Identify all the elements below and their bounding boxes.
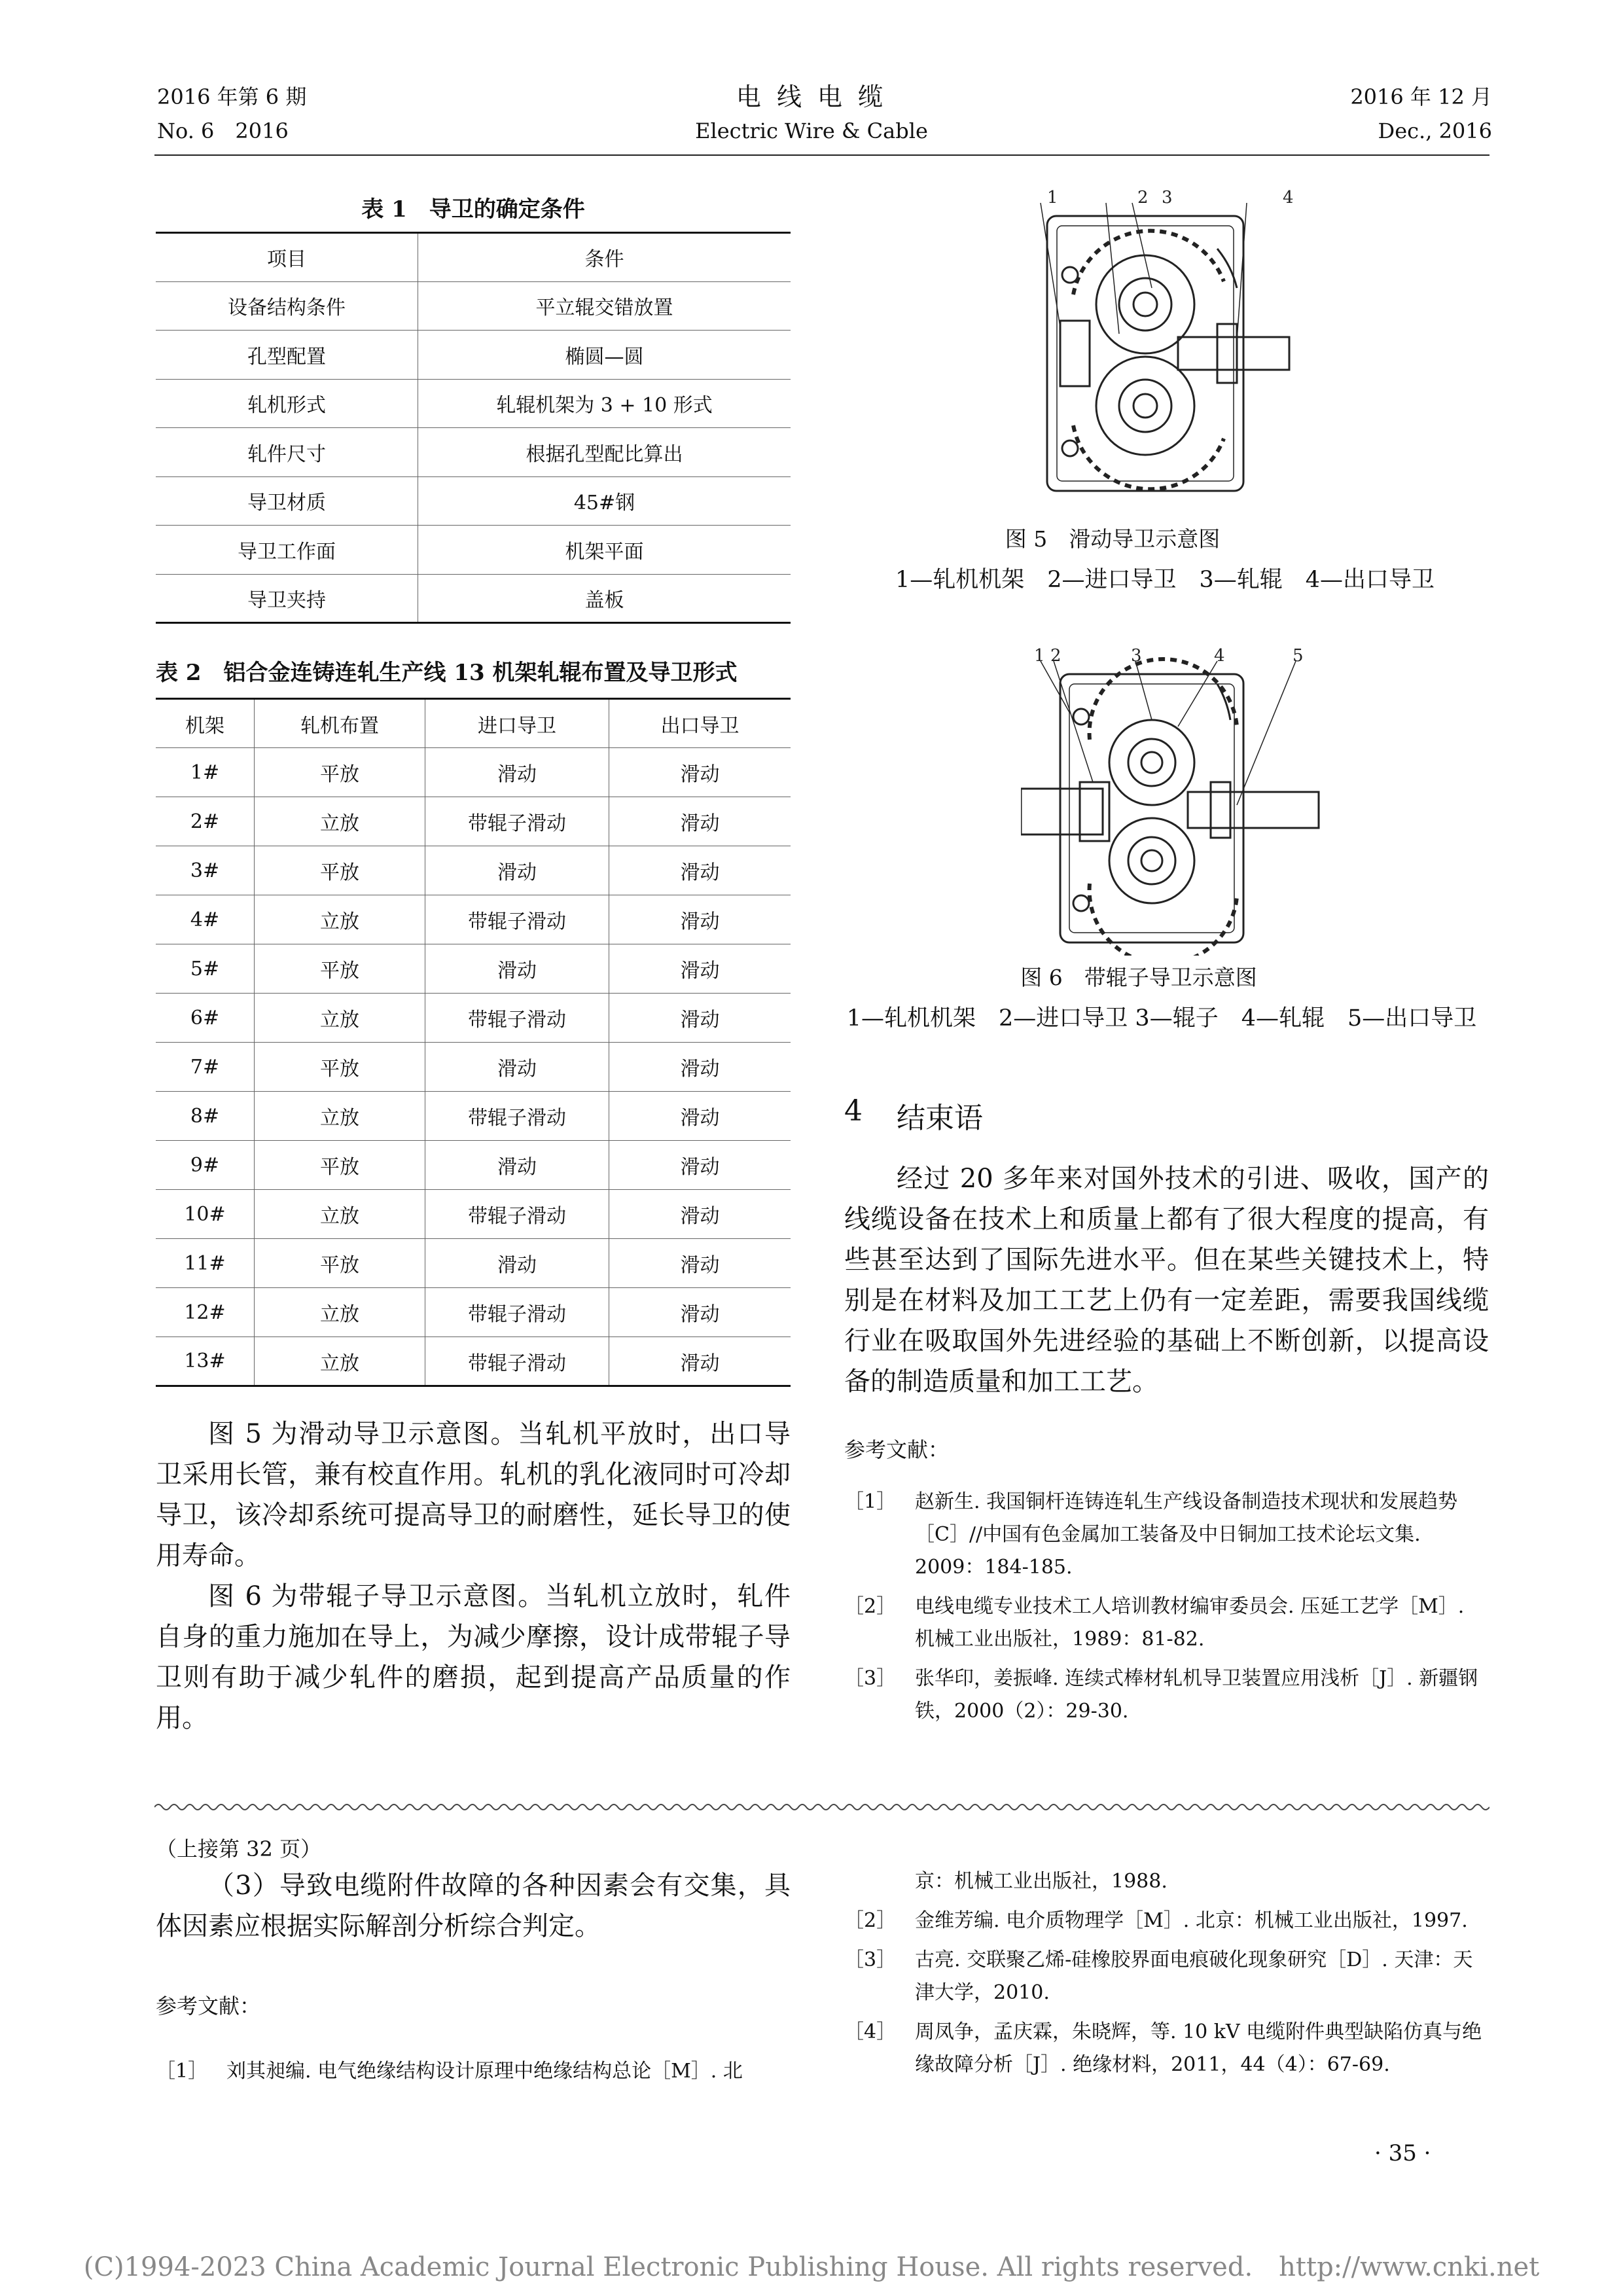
body-paragraph: 图 5 为滑动导卫示意图。当轧机平放时，出口导卫采用长管，兼有校直作用。轧机的乳化液同时可冷却导卫，该冷却系统可提高导卫的耐磨性，延长导卫的使用寿命。 [156,1419,791,1571]
table-cell: 滑动 [425,748,609,797]
table-cell: 立放 [255,1337,425,1386]
reference-item [844,2016,1489,2081]
table-cell: 滑动 [609,1141,791,1190]
table-row [156,526,791,575]
figure6-label: 2 [1050,648,1061,666]
section4-paragraph: 经过 20 多年来对国外技术的引进、吸收，国产的线缆设备在技术上和质量上都有了很大程度的提高，有些甚至达到了国际先进水平。但在某些关键技术上，特别是在材料及加工工艺上仍有一定差距，需要我国线缆行业在吸取国外先进经验的基础上不断创新，以提高设备的制造质量和加工工艺。 [844,1164,1489,1397]
table-cell: 7# [156,1043,255,1092]
figure5-legend: 1—轧机机架 2—进口导卫 3—轧辊 4—出口导卫 [895,567,1435,593]
reference-text: 周凤争，孟庆霖，朱晓辉，等. 10 kV 电缆附件典型缺陷仿真与绝缘故障分析［J］. 绝缘材料，2011，44（4）：67-69. [915,2020,1482,2076]
table-cell: 立放 [255,1092,425,1141]
reference-item [844,1905,1489,1937]
table-cell: 立放 [255,1288,425,1337]
table-cell: 带辊子滑动 [425,1288,609,1337]
page-number: · 35 · [1374,2140,1431,2166]
reference-text: 金维芳编. 电介质物理学［M］. 北京：机械工业出版社，1997. [915,1909,1468,1932]
table-cell: 导卫材质 [156,476,418,526]
table-cell: 滑动 [425,1043,609,1092]
table-cell: 平放 [255,944,425,994]
header-left [157,80,306,148]
table-row [156,379,791,428]
table1-caption: 表 1 导卫的确定条件 [361,196,585,223]
figure6-label: 3 [1131,648,1142,666]
reference-text: 电线电缆专业技术工人培训教材编审委员会. 压延工艺学［M］. 机械工业出版社，1989：81-82. [915,1595,1465,1651]
table-cell: 10# [156,1190,255,1239]
table-cell: 5# [156,944,255,994]
figure6-legend: 1—轧机机架 2—进口导卫 3—辊子 4—轧辊 5—出口导卫 [846,1005,1477,1031]
reference-item [844,1486,1489,1584]
date-en: Dec., 2016 [1378,118,1492,143]
table-cell: 滑动 [609,1239,791,1288]
table-cell: 滑动 [609,994,791,1043]
table-row [156,944,791,994]
table-cell: 轧辊机架为 3 + 10 形式 [418,379,791,428]
table-row [156,748,791,797]
table-cell: 13# [156,1337,255,1386]
table-cell: 设备结构条件 [156,281,418,331]
table-row [156,1190,791,1239]
table-cell: 4# [156,895,255,944]
reference-number: ［4］ [844,2020,897,2043]
table-row [156,1141,791,1190]
wavy-divider [154,1801,1489,1813]
reference-text: 刘其昶编. 电气绝缘结构设计原理中绝缘结构总论［M］. 北 [226,2060,743,2083]
figure6-label: 1 [1034,648,1045,666]
table-row [156,574,791,623]
figure5-diagram [1021,190,1296,504]
table2-header-row [156,699,791,748]
table2-header-cell: 轧机布置 [255,699,425,748]
table-row [156,1043,791,1092]
table-cell: 9# [156,1141,255,1190]
table1 [156,232,791,624]
table-cell: 滑动 [425,1141,609,1190]
reference-item [844,1662,1489,1728]
table-row [156,1337,791,1386]
table-row [156,895,791,944]
table-cell: 带辊子滑动 [425,1092,609,1141]
reference-number: ［1］ [156,2060,208,2083]
table1-header-cell: 项目 [156,233,418,282]
table-row [156,1288,791,1337]
table-row [156,1092,791,1141]
table-cell: 8# [156,1092,255,1141]
reference-item [156,2055,791,2088]
table2-header-cell: 进口导卫 [425,699,609,748]
table-cell: 3# [156,846,255,895]
table-cell: 12# [156,1288,255,1337]
table-cell: 滑动 [609,895,791,944]
table1-header-row [156,233,791,282]
issue-en: No. 6 2016 [157,118,289,143]
reference-item [844,1944,1489,2009]
table-cell: 滑动 [609,748,791,797]
section-number: 4 [844,1094,863,1128]
header-center [681,80,942,148]
table-cell: 1# [156,748,255,797]
table-cell: 平放 [255,748,425,797]
table-cell: 带辊子滑动 [425,1337,609,1386]
reference-number: ［2］ [844,1909,897,1932]
table-row [156,846,791,895]
table2-header-cell: 机架 [156,699,255,748]
table-cell: 机架平面 [418,526,791,575]
header-rule [154,154,1489,156]
table-cell: 滑动 [425,944,609,994]
figure6-caption: 图 6 带辊子导卫示意图 [1020,965,1257,990]
table-cell: 滑动 [609,1190,791,1239]
table2-caption: 表 2 铝合金连铸连轧生产线 13 机架轧辊布置及导卫形式 [156,660,738,686]
continued-paragraph: （3）导致电缆附件故障的各种因素会有交集，具体因素应根据实际解剖分析综合判定。 [156,1871,791,1941]
issue-cn: 2016 年第 6 期 [157,84,307,109]
table-cell: 平立辊交错放置 [418,281,791,331]
table2-header-cell: 出口导卫 [609,699,791,748]
reference-continuation: 京：机械工业出版社，1988. [915,1870,1168,1893]
table-cell: 平放 [255,1141,425,1190]
figure5-label: 4 [1283,190,1294,207]
figure5-label: 2 [1137,190,1149,207]
date-cn: 2016 年 12 月 [1350,84,1492,109]
table-cell: 滑动 [609,846,791,895]
section-title: 结束语 [897,1102,983,1135]
table-cell: 椭圆—圆 [418,331,791,380]
table-cell: 盖板 [418,574,791,623]
table-cell: 立放 [255,994,425,1043]
figure5-label: 3 [1162,190,1173,207]
table-cell: 6# [156,994,255,1043]
reference-text: 赵新生. 我国铜杆连铸连轧生产线设备制造技术现状和发展趋势［C］//中国有色金属加工装备及中日铜加工技术论坛文集. 2009：184-185. [915,1490,1458,1579]
reference-number: ［3］ [844,1667,897,1690]
table-cell: 立放 [255,895,425,944]
table-cell: 2# [156,797,255,846]
figure6-diagram [1021,648,1322,956]
table-cell: 立放 [255,797,425,846]
table-cell: 滑动 [609,1288,791,1337]
journal-title-en: Electric Wire & Cable [695,118,928,143]
journal-title-cn: 电 线 电 缆 [736,82,887,111]
table-cell: 孔型配置 [156,331,418,380]
figure6-label: 5 [1293,648,1304,666]
table-cell: 带辊子滑动 [425,797,609,846]
reference-text: 张华印，姜振峰. 连续式棒材轧机导卫装置应用浅析［J］. 新疆钢铁，2000（2）：29-30. [915,1667,1478,1723]
table-cell: 滑动 [609,1092,791,1141]
header-right [1283,80,1492,148]
table-cell: 45#钢 [418,476,791,526]
table-cell: 滑动 [425,846,609,895]
table-cell: 平放 [255,1043,425,1092]
references-heading: 参考文献： [844,1437,950,1462]
table-cell: 平放 [255,846,425,895]
figure5-label: 1 [1047,190,1058,207]
reference-text: 古亮. 交联聚乙烯-硅橡胶界面电痕破化现象研究［D］. 天津：天津大学，2010. [915,1948,1473,2004]
reference-number: ［2］ [844,1595,897,1618]
table-cell: 导卫夹持 [156,574,418,623]
table-row [156,331,791,380]
table-row [156,476,791,526]
table-row [156,797,791,846]
table1-header-cell: 条件 [418,233,791,282]
table-row [156,281,791,331]
figure6-label: 4 [1214,648,1225,666]
table-cell: 滑动 [609,797,791,846]
table2 [156,698,791,1387]
table-cell: 带辊子滑动 [425,895,609,944]
reference-number: ［1］ [844,1490,897,1513]
table-cell: 立放 [255,1190,425,1239]
reference-item [844,1590,1489,1656]
figure5-caption: 图 5 滑动导卫示意图 [1005,526,1221,552]
table-cell: 滑动 [609,1043,791,1092]
table-cell: 滑动 [609,944,791,994]
table-row [156,1239,791,1288]
table-cell: 导卫工作面 [156,526,418,575]
table-cell: 轧件尺寸 [156,428,418,477]
table-cell: 根据孔型配比算出 [418,428,791,477]
copyright-footer: (C)1994-2023 China Academic Journal Electronic Publishing House. All rights reserved. http://www.cnki.net [83,2252,1540,2282]
continued-marker: （上接第 32 页） [156,1837,322,1861]
reference-number: ［3］ [844,1948,897,1971]
table-cell: 11# [156,1239,255,1288]
table-row [156,428,791,477]
table-cell: 带辊子滑动 [425,994,609,1043]
table-cell: 轧机形式 [156,379,418,428]
table-cell: 带辊子滑动 [425,1190,609,1239]
table-cell: 平放 [255,1239,425,1288]
body-paragraph: 图 6 为带辊子导卫示意图。当轧机立放时，轧件自身的重力施加在导上，为减少摩擦，设计成带辊子导卫则有助于减少轧件的磨损，起到提高产品质量的作用。 [156,1581,791,1733]
table-cell: 滑动 [425,1239,609,1288]
continued-references-heading: 参考文献： [156,1994,261,2018]
table-cell: 滑动 [609,1337,791,1386]
table-row [156,994,791,1043]
